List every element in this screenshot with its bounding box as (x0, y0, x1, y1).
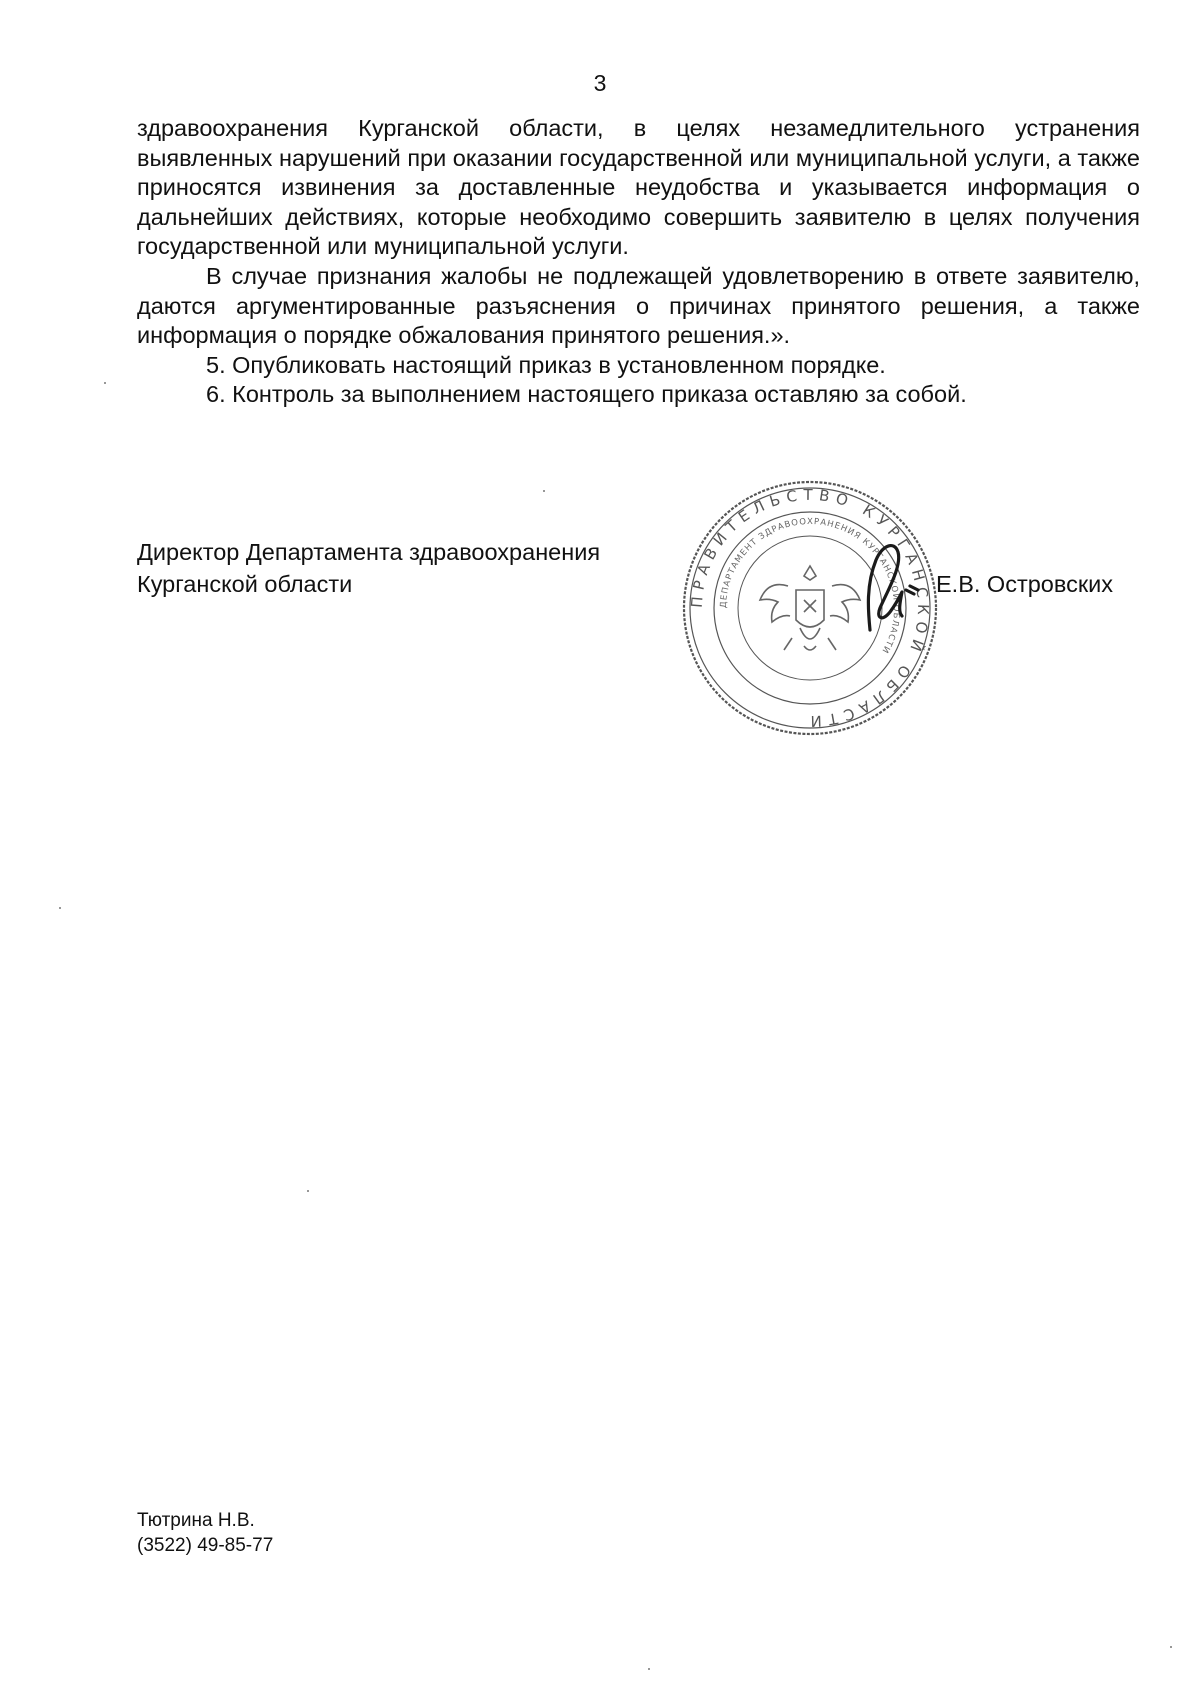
handwritten-signature (840, 530, 930, 640)
document-body (137, 114, 1140, 410)
scan-speck (543, 490, 545, 492)
paragraph-continuation: здравоохранения Курганской области, в целях незамедлительного устранения выявленных нарушений при оказании государственной или муниципальной услуги, а также приносятся извинения за доставленные неудобства и указывается информация о дальнейших действиях, которые необходимо совершить заявителю в целях получения государственной или муниципальной услуги. (137, 115, 1140, 260)
page-number: 3 (593, 70, 607, 96)
executor-info (137, 1508, 273, 1558)
scan-speck (104, 382, 106, 384)
scan-speck (59, 907, 61, 909)
executor-phone: (3522) 49-85-77 (137, 1535, 274, 1556)
signatory-name: Е.В. Островских (936, 571, 1113, 597)
signatory-position-line2: Курганской области (137, 571, 353, 597)
seal-outer-text: ПРАВИТЕЛЬСТВО КУРГАНСКОЙ ОБЛАСТИ (687, 485, 933, 731)
seal-inner-text: ДЕПАРТАМЕНТ ЗДРАВООХРАНЕНИЯ КУРГАНСКОЙ ОБЛАСТИ (718, 516, 902, 656)
paragraph-item-5: 5. Опубликовать настоящий приказ в установленном порядке. (206, 351, 886, 378)
signatory-position-line1: Директор Департамента здравоохранения (137, 539, 601, 565)
paragraph-item-6: 6. Контроль за выполнением настоящего приказа оставляю за собой. (206, 381, 967, 408)
scan-speck (1170, 1646, 1172, 1648)
scan-speck (307, 1190, 309, 1192)
executor-name: Тютрина Н.В. (137, 1510, 255, 1531)
scan-speck (648, 1668, 650, 1670)
signatory-position (137, 536, 600, 600)
paragraph-rejection: В случае признания жалобы не подлежащей удовлетворению в ответе заявителю, даются аргументированные разъяснения о причинах принятого решения, а также информация о порядке обжалования принятого решения.». (137, 262, 1140, 349)
